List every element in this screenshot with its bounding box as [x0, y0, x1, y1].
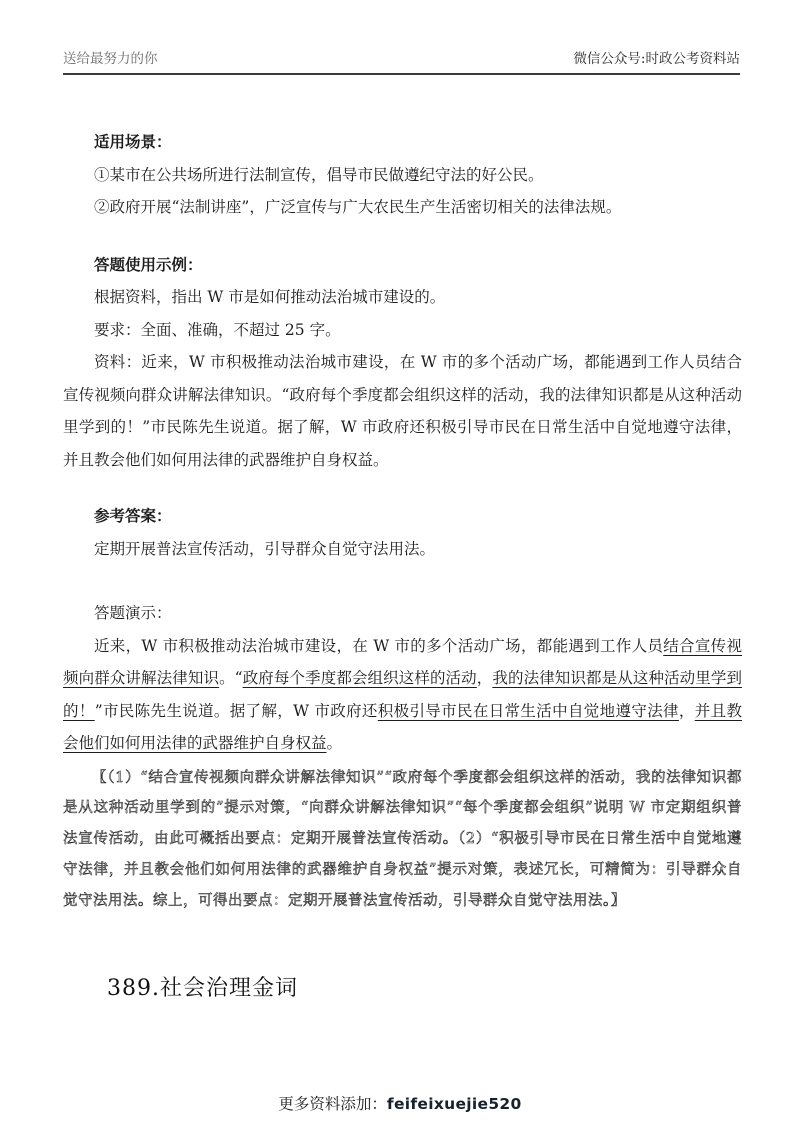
- example-section: [63, 249, 742, 477]
- scene-item-1: ①某市在公共场所进行法制宣传，倡导市民做遵纪守法的好公民。: [94, 165, 544, 184]
- demo-paragraph: 近来，W 市积极推动法治城市建设，在 W 市的多个活动广场，都能遇到工作人员结合宣传视频向群众讲解法律知识。“政府每个季度都会组织这样的活动，我的法律知识都是从这种活动里学到的！”市民陈先生说道。据了解，W 市政府还积极引导市民在日常生活中自觉地遵守法律，并且教会他们如何用法律的武器维护自身权益。: [63, 636, 742, 752]
- page-header: [63, 50, 740, 75]
- footer-prefix: 更多资料添加：: [278, 1095, 387, 1113]
- answer-label: 参考答案：: [94, 506, 172, 525]
- page-footer: [0, 1092, 800, 1116]
- analysis-paragraph: 〖（1）“结合宣传视频向群众讲解法律知识”“政府每个季度都会组织这样的活动，我的法律知识都是从这种活动里学到的”提示对策，“向群众讲解法律知识”“每个季度都会组织”说明 W 市定期组织普法宣传活动，由此可概括出要点：定期开展普法宣传活动。（2）“积极引导市民在日常生活中自觉地遵守法律，并且教会他们如何用法律的武器维护自身权益”提示对策，表述冗长，可精简为：引导群众自觉守法用法。综上，可得出要点：定期开展普法宣传活动，引导群众自觉守法用法。〗: [63, 769, 742, 909]
- scene-label: 适用场景：: [94, 132, 172, 151]
- example-requirement: 要求：全面、准确，不超过 25 字。: [94, 320, 341, 339]
- header-right-text: 微信公众号:时政公考资料站: [573, 51, 740, 67]
- scene-item-2: ②政府开展“法制讲座”，广泛宣传与广大农民生产生活密切相关的法律法规。: [94, 198, 622, 216]
- section-heading: 389.社会治理金词: [107, 976, 298, 1002]
- answer-text: 定期开展普法宣传活动，引导群众自觉守法用法。: [94, 539, 436, 558]
- demo-label: 答题演示：: [94, 604, 172, 622]
- example-material: 资料：近来，W 市积极推动法治城市建设，在 W 市的多个活动广场，都能遇到工作人员结合宣传视频向群众讲解法律知识。“政府每个季度都会组织这样的活动，我的法律知识都是从这种活动里学到的！”市民陈先生说道。据了解，W 市政府还积极引导市民在日常生活中自觉地遵守法律，并且教会他们如何用法律的武器维护自身权益。: [63, 353, 742, 469]
- scene-section: [63, 126, 742, 224]
- example-question: 根据资料，指出 W 市是如何推动法治城市建设的。: [94, 288, 446, 306]
- answer-section: [63, 500, 742, 565]
- footer-contact-handle: feifeixuejie520: [386, 1095, 522, 1113]
- header-left-text: 送给最努力的你: [63, 51, 158, 67]
- page-content: [63, 110, 742, 1004]
- demo-section: [63, 597, 742, 916]
- example-label: 答题使用示例：: [94, 254, 203, 274]
